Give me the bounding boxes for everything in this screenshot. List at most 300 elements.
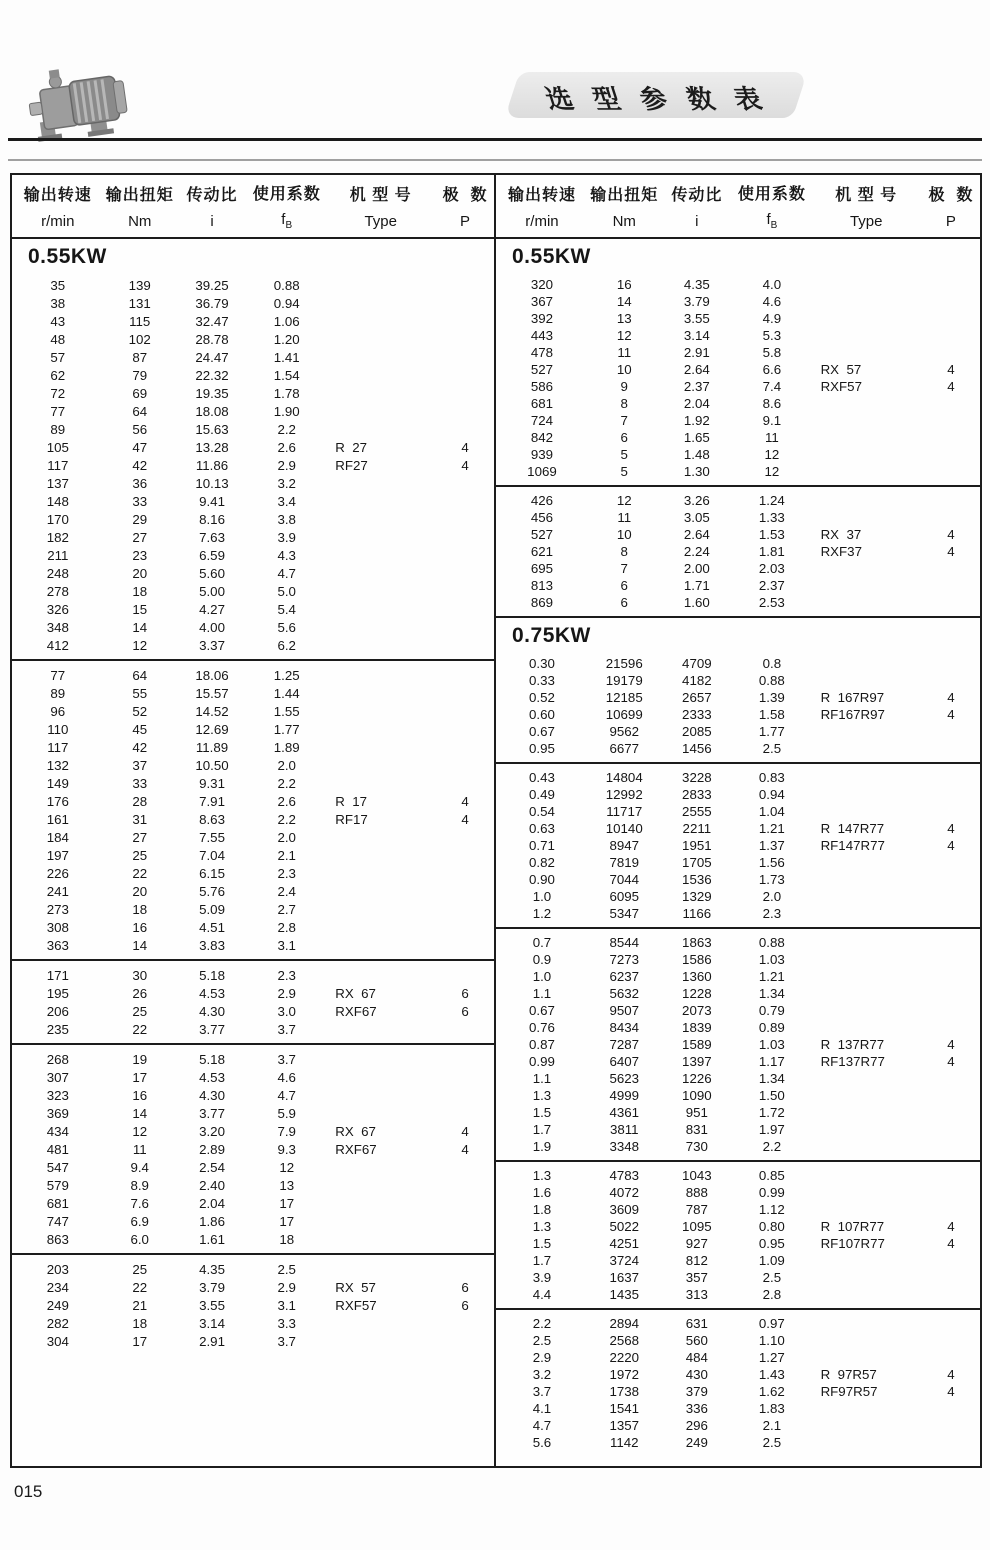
- rating-block: [496, 271, 980, 485]
- col-unit: Type: [364, 212, 397, 230]
- service-factor-cell: 4.6: [762, 294, 782, 309]
- table-row: [12, 900, 494, 918]
- torque-cell: 42: [132, 739, 148, 755]
- type-cell: [325, 492, 436, 510]
- ratio-cell: 787: [685, 1202, 708, 1217]
- poles-cell: [922, 463, 980, 480]
- col-header-service-factor: [733, 175, 810, 237]
- service-factor-cell: 2.2: [762, 1139, 782, 1154]
- torque-cell: 1972: [609, 1367, 640, 1382]
- ratio-cell: 8.16: [199, 511, 225, 527]
- speed-cell: 278: [46, 583, 69, 599]
- type-cell: [325, 1260, 436, 1278]
- poles-cell: 4: [461, 1123, 469, 1139]
- torque-cell: 12: [132, 1123, 148, 1139]
- ratio-cell: 7.55: [199, 829, 225, 845]
- poles-cell: [436, 312, 494, 330]
- speed-cell: 117: [47, 457, 69, 473]
- type-cell: [811, 560, 922, 577]
- speed-cell: 1069: [527, 464, 557, 479]
- type-cell: RX 57: [335, 1279, 376, 1295]
- ratio-cell: 2.91: [683, 345, 710, 360]
- poles-cell: [922, 1019, 980, 1036]
- type-cell: [325, 582, 436, 600]
- type-cell: [811, 276, 922, 293]
- table-row: [12, 846, 494, 864]
- service-factor-cell: 1.24: [758, 493, 785, 508]
- ratio-cell: 2555: [682, 804, 712, 819]
- speed-cell: 249: [46, 1297, 69, 1313]
- service-factor-cell: 0.83: [758, 770, 785, 785]
- type-cell: [811, 655, 922, 672]
- type-cell: RF147R77: [820, 838, 885, 853]
- table-row: [12, 1194, 494, 1212]
- col-header-poles: [922, 175, 980, 237]
- table-row: [496, 276, 980, 293]
- service-factor-cell: 1.55: [273, 703, 300, 719]
- service-factor-cell: 1.33: [758, 510, 785, 525]
- ratio-cell: 3.37: [199, 637, 225, 653]
- service-factor-cell: 3.7: [277, 1021, 296, 1037]
- ratio-cell: 2333: [682, 707, 712, 722]
- table-row: [496, 1434, 980, 1451]
- type-cell: [325, 312, 436, 330]
- service-factor-cell: 1.27: [758, 1350, 785, 1365]
- col-unit: r/min: [525, 212, 559, 230]
- type-cell: [325, 600, 436, 618]
- type-cell: [325, 966, 436, 984]
- table-row: [12, 348, 494, 366]
- table-row: [496, 1383, 980, 1400]
- speed-cell: 149: [46, 775, 69, 791]
- service-factor-cell: 3.8: [277, 511, 296, 527]
- torque-cell: 33: [132, 775, 148, 791]
- service-factor-cell: 13: [279, 1177, 295, 1193]
- table-row: [12, 384, 494, 402]
- table-row: [496, 888, 980, 905]
- ratio-cell: 5.18: [199, 967, 225, 983]
- torque-cell: 17: [132, 1333, 148, 1349]
- table-row: [496, 395, 980, 412]
- ratio-cell: 1536: [682, 872, 712, 887]
- speed-cell: 579: [46, 1177, 69, 1193]
- speed-cell: 1.3: [532, 1088, 552, 1103]
- type-cell: RF27: [335, 457, 368, 473]
- type-cell: RXF57: [335, 1297, 377, 1313]
- poles-cell: [436, 684, 494, 702]
- ratio-cell: 9.31: [199, 775, 225, 791]
- torque-cell: 1357: [609, 1418, 640, 1433]
- speed-cell: 0.67: [529, 1003, 555, 1018]
- ratio-cell: 1043: [682, 1168, 712, 1183]
- speed-cell: 747: [46, 1213, 69, 1229]
- service-factor-cell: 1.12: [758, 1202, 785, 1217]
- torque-cell: 5632: [609, 986, 640, 1001]
- speed-cell: 304: [46, 1333, 69, 1349]
- table-row: [496, 1269, 980, 1286]
- table-row: [496, 905, 980, 922]
- col-header-ratio: [176, 175, 248, 237]
- ratio-cell: 379: [685, 1384, 708, 1399]
- ratio-cell: 951: [685, 1105, 708, 1120]
- ratio-cell: 4.53: [199, 985, 225, 1001]
- rating-block: [12, 659, 494, 959]
- poles-cell: [922, 1315, 980, 1332]
- table-row: [496, 871, 980, 888]
- speed-cell: 182: [46, 529, 69, 545]
- col-unit: $f_B$: [281, 210, 293, 231]
- type-cell: [325, 1158, 436, 1176]
- service-factor-cell: 1.04: [758, 804, 785, 819]
- speed-cell: 412: [46, 637, 69, 653]
- speed-cell: 939: [530, 447, 554, 462]
- poles-cell: [436, 510, 494, 528]
- col-unit: Nm: [128, 212, 152, 230]
- type-cell: R 17: [335, 793, 368, 809]
- table-row: [496, 803, 980, 820]
- service-factor-cell: 7.9: [277, 1123, 296, 1139]
- col-label: 极 数: [442, 187, 488, 205]
- speed-cell: 695: [530, 561, 554, 576]
- type-cell: [811, 429, 922, 446]
- torque-cell: 69: [132, 385, 148, 401]
- service-factor-cell: 18: [279, 1231, 295, 1247]
- service-factor-cell: 0.89: [758, 1020, 785, 1035]
- speed-cell: 1.7: [532, 1122, 552, 1137]
- torque-cell: 7287: [609, 1037, 640, 1052]
- poles-cell: [922, 1201, 980, 1218]
- table-row: [12, 882, 494, 900]
- speed-cell: 161: [46, 811, 69, 827]
- table-row: [496, 1070, 980, 1087]
- speed-cell: 0.76: [529, 1020, 555, 1035]
- table-row: [12, 600, 494, 618]
- speed-cell: 38: [50, 295, 66, 311]
- service-factor-cell: 1.83: [758, 1401, 785, 1416]
- poles-cell: [436, 348, 494, 366]
- type-cell: [325, 366, 436, 384]
- speed-cell: 4.4: [532, 1287, 552, 1302]
- poles-cell: [922, 1269, 980, 1286]
- service-factor-cell: 2.3: [277, 865, 296, 881]
- col-unit: P: [945, 212, 956, 230]
- torque-cell: 6095: [609, 889, 640, 904]
- rating-block: [12, 1253, 494, 1355]
- torque-cell: 9562: [609, 724, 640, 739]
- speed-cell: 1.6: [532, 1185, 552, 1200]
- speed-cell: 2.2: [532, 1316, 552, 1331]
- speed-cell: 308: [46, 919, 69, 935]
- torque-cell: 18: [132, 901, 148, 917]
- service-factor-cell: 4.9: [762, 311, 782, 326]
- table-row: [12, 1122, 494, 1140]
- service-factor-cell: 1.53: [758, 527, 785, 542]
- table-row: [12, 510, 494, 528]
- ratio-cell: 3.77: [199, 1105, 225, 1121]
- service-factor-cell: 2.8: [277, 919, 296, 935]
- service-factor-cell: 1.09: [758, 1253, 785, 1268]
- type-cell: [325, 1020, 436, 1038]
- col-label: 使用系数: [252, 186, 321, 204]
- table-row: [496, 1019, 980, 1036]
- poles-cell: 4: [461, 793, 469, 809]
- table-row: [496, 1366, 980, 1383]
- poles-cell: [922, 905, 980, 922]
- table-row: [496, 1002, 980, 1019]
- torque-cell: 1738: [609, 1384, 640, 1399]
- table-body-right: [496, 239, 980, 1466]
- poles-cell: [436, 582, 494, 600]
- poles-cell: [436, 474, 494, 492]
- table-row: [496, 378, 980, 395]
- poles-cell: [436, 900, 494, 918]
- service-factor-cell: 1.34: [758, 1071, 785, 1086]
- ratio-cell: 2.04: [199, 1195, 225, 1211]
- poles-cell: [922, 1121, 980, 1138]
- type-cell: [325, 918, 436, 936]
- torque-cell: 16: [132, 919, 148, 935]
- service-factor-cell: 1.21: [758, 969, 785, 984]
- service-factor-cell: 1.81: [758, 544, 785, 559]
- rating-block: [496, 762, 980, 927]
- torque-cell: 27: [132, 529, 148, 545]
- type-cell: [811, 327, 922, 344]
- type-cell: [325, 402, 436, 420]
- torque-cell: 10140: [605, 821, 643, 836]
- poles-cell: [436, 492, 494, 510]
- type-cell: [325, 348, 436, 366]
- poles-cell: [922, 1002, 980, 1019]
- type-cell: [325, 1104, 436, 1122]
- poles-cell: [922, 1087, 980, 1104]
- speed-cell: 0.52: [529, 690, 555, 705]
- poles-cell: [922, 1286, 980, 1303]
- type-cell: [811, 934, 922, 951]
- table-row: [496, 951, 980, 968]
- table-row: [496, 1315, 980, 1332]
- ratio-cell: 6.59: [199, 547, 225, 563]
- speed-cell: 226: [46, 865, 69, 881]
- type-cell: [325, 666, 436, 684]
- service-factor-cell: 5.0: [277, 583, 296, 599]
- speed-cell: 3.2: [532, 1367, 552, 1382]
- type-cell: RXF67: [335, 1141, 377, 1157]
- torque-cell: 8: [620, 544, 628, 559]
- ratio-cell: 3.79: [199, 1279, 225, 1295]
- type-cell: [325, 510, 436, 528]
- ratio-cell: 18.06: [195, 667, 229, 683]
- table-row: [12, 702, 494, 720]
- table-row: [12, 984, 494, 1002]
- speed-cell: 57: [50, 349, 66, 365]
- speed-cell: 0.49: [529, 787, 555, 802]
- torque-cell: 7273: [609, 952, 640, 967]
- poles-cell: [436, 774, 494, 792]
- ratio-cell: 1.86: [199, 1213, 225, 1229]
- speed-cell: 89: [50, 685, 66, 701]
- poles-cell: [436, 936, 494, 954]
- poles-cell: [436, 720, 494, 738]
- poles-cell: [436, 1194, 494, 1212]
- type-cell: [325, 1230, 436, 1248]
- ratio-cell: 28.78: [195, 331, 229, 347]
- speed-cell: 0.87: [529, 1037, 555, 1052]
- torque-cell: 12185: [605, 690, 643, 705]
- torque-cell: 5022: [609, 1219, 640, 1234]
- torque-cell: 37: [132, 757, 148, 773]
- poles-cell: [436, 1212, 494, 1230]
- table-row: [12, 636, 494, 654]
- type-cell: [811, 1121, 922, 1138]
- ratio-cell: 3.83: [199, 937, 225, 953]
- table-row: [12, 1230, 494, 1248]
- torque-cell: 4072: [609, 1185, 640, 1200]
- type-cell: [811, 1434, 922, 1451]
- service-factor-cell: 1.73: [758, 872, 785, 887]
- ratio-cell: 3.14: [683, 328, 710, 343]
- ratio-cell: 4.27: [199, 601, 225, 617]
- poles-cell: 6: [461, 1297, 469, 1313]
- col-header-type: [325, 175, 436, 237]
- service-factor-cell: 2.2: [277, 775, 296, 791]
- table-row: [12, 276, 494, 294]
- torque-cell: 17: [132, 1069, 148, 1085]
- poles-cell: 4: [947, 1236, 955, 1251]
- type-cell: RX 37: [820, 527, 862, 542]
- table-row: [496, 526, 980, 543]
- table-row: [496, 1286, 980, 1303]
- type-cell: [325, 702, 436, 720]
- poles-cell: [436, 1158, 494, 1176]
- ratio-cell: 18.08: [195, 403, 229, 419]
- service-factor-cell: 2.9: [277, 457, 296, 473]
- table-row: [12, 564, 494, 582]
- type-cell: [811, 1104, 922, 1121]
- torque-cell: 10699: [605, 707, 643, 722]
- service-factor-cell: 2.5: [762, 1435, 782, 1450]
- type-cell: R 27: [335, 439, 368, 455]
- torque-cell: 56: [132, 421, 148, 437]
- ratio-cell: 12.69: [195, 721, 229, 737]
- table-row: [496, 985, 980, 1002]
- gearmotor-photo-icon: [28, 64, 142, 148]
- table-row: [496, 293, 980, 310]
- speed-cell: 195: [46, 985, 69, 1001]
- type-cell: [811, 786, 922, 803]
- type-cell: [811, 509, 922, 526]
- type-cell: [811, 723, 922, 740]
- poles-cell: [922, 985, 980, 1002]
- table-row: [496, 1167, 980, 1184]
- service-factor-cell: 9.1: [762, 413, 782, 428]
- service-factor-cell: 3.7: [277, 1051, 296, 1067]
- ratio-cell: 5.09: [199, 901, 225, 917]
- ratio-cell: 1090: [682, 1088, 712, 1103]
- poles-cell: [922, 655, 980, 672]
- col-label: 输出转速: [23, 187, 92, 205]
- type-cell: [325, 384, 436, 402]
- ratio-cell: 5.18: [199, 1051, 225, 1067]
- speed-cell: 235: [46, 1021, 69, 1037]
- type-cell: RXF67: [335, 1003, 377, 1019]
- ratio-cell: 7.04: [199, 847, 225, 863]
- torque-cell: 5623: [609, 1071, 640, 1086]
- torque-cell: 2568: [609, 1333, 640, 1348]
- type-cell: [811, 463, 922, 480]
- speed-cell: 4.1: [532, 1401, 552, 1416]
- table-row: [496, 1417, 980, 1434]
- ratio-cell: 3.26: [683, 493, 710, 508]
- type-cell: [811, 1087, 922, 1104]
- type-cell: [325, 1332, 436, 1350]
- table-row: [12, 1140, 494, 1158]
- type-cell: [811, 293, 922, 310]
- service-factor-cell: 1.78: [273, 385, 300, 401]
- service-factor-cell: 2.9: [277, 1279, 296, 1295]
- service-factor-cell: 1.62: [758, 1384, 785, 1399]
- poles-cell: 4: [461, 811, 469, 827]
- table-row: [12, 492, 494, 510]
- poles-cell: [436, 1068, 494, 1086]
- service-factor-cell: 2.0: [277, 757, 296, 773]
- ratio-cell: 10.13: [195, 475, 229, 491]
- service-factor-cell: 0.88: [758, 935, 785, 950]
- type-cell: [811, 888, 922, 905]
- speed-cell: 132: [46, 757, 69, 773]
- type-cell: [325, 618, 436, 636]
- ratio-cell: 3.55: [683, 311, 710, 326]
- poles-cell: [436, 366, 494, 384]
- torque-cell: 8947: [609, 838, 640, 853]
- speed-cell: 137: [46, 475, 69, 491]
- poles-cell: [436, 966, 494, 984]
- speed-cell: 171: [46, 967, 69, 983]
- ratio-cell: 1589: [682, 1037, 712, 1052]
- col-label: 传动比: [186, 187, 238, 205]
- speed-cell: 842: [530, 430, 554, 445]
- poles-cell: [436, 1332, 494, 1350]
- service-factor-cell: 0.79: [758, 1003, 785, 1018]
- type-cell: [811, 672, 922, 689]
- ratio-cell: 430: [685, 1367, 708, 1382]
- service-factor-cell: 1.25: [273, 667, 300, 683]
- ratio-cell: 2.54: [199, 1159, 225, 1175]
- poles-cell: [922, 1332, 980, 1349]
- torque-cell: 13: [616, 311, 632, 326]
- speed-cell: 105: [46, 439, 69, 455]
- top-rule-thin: [8, 159, 982, 161]
- speed-cell: 77: [50, 403, 66, 419]
- torque-cell: 3724: [609, 1253, 640, 1268]
- service-factor-cell: 3.4: [277, 493, 296, 509]
- table-row: [12, 936, 494, 954]
- torque-cell: 11717: [606, 804, 643, 819]
- ratio-cell: 1586: [682, 952, 712, 967]
- type-cell: RF17: [335, 811, 368, 827]
- torque-cell: 20: [132, 883, 148, 899]
- poles-cell: [922, 276, 980, 293]
- table-row: [496, 854, 980, 871]
- col-label: 传动比: [671, 187, 723, 205]
- poles-cell: [922, 740, 980, 757]
- ratio-cell: 1839: [682, 1020, 712, 1035]
- table-row: [496, 1332, 980, 1349]
- col-unit: Type: [849, 212, 883, 230]
- poles-cell: [922, 1434, 980, 1451]
- ratio-cell: 10.50: [195, 757, 229, 773]
- ratio-cell: 3.20: [199, 1123, 225, 1139]
- torque-cell: 52: [132, 703, 148, 719]
